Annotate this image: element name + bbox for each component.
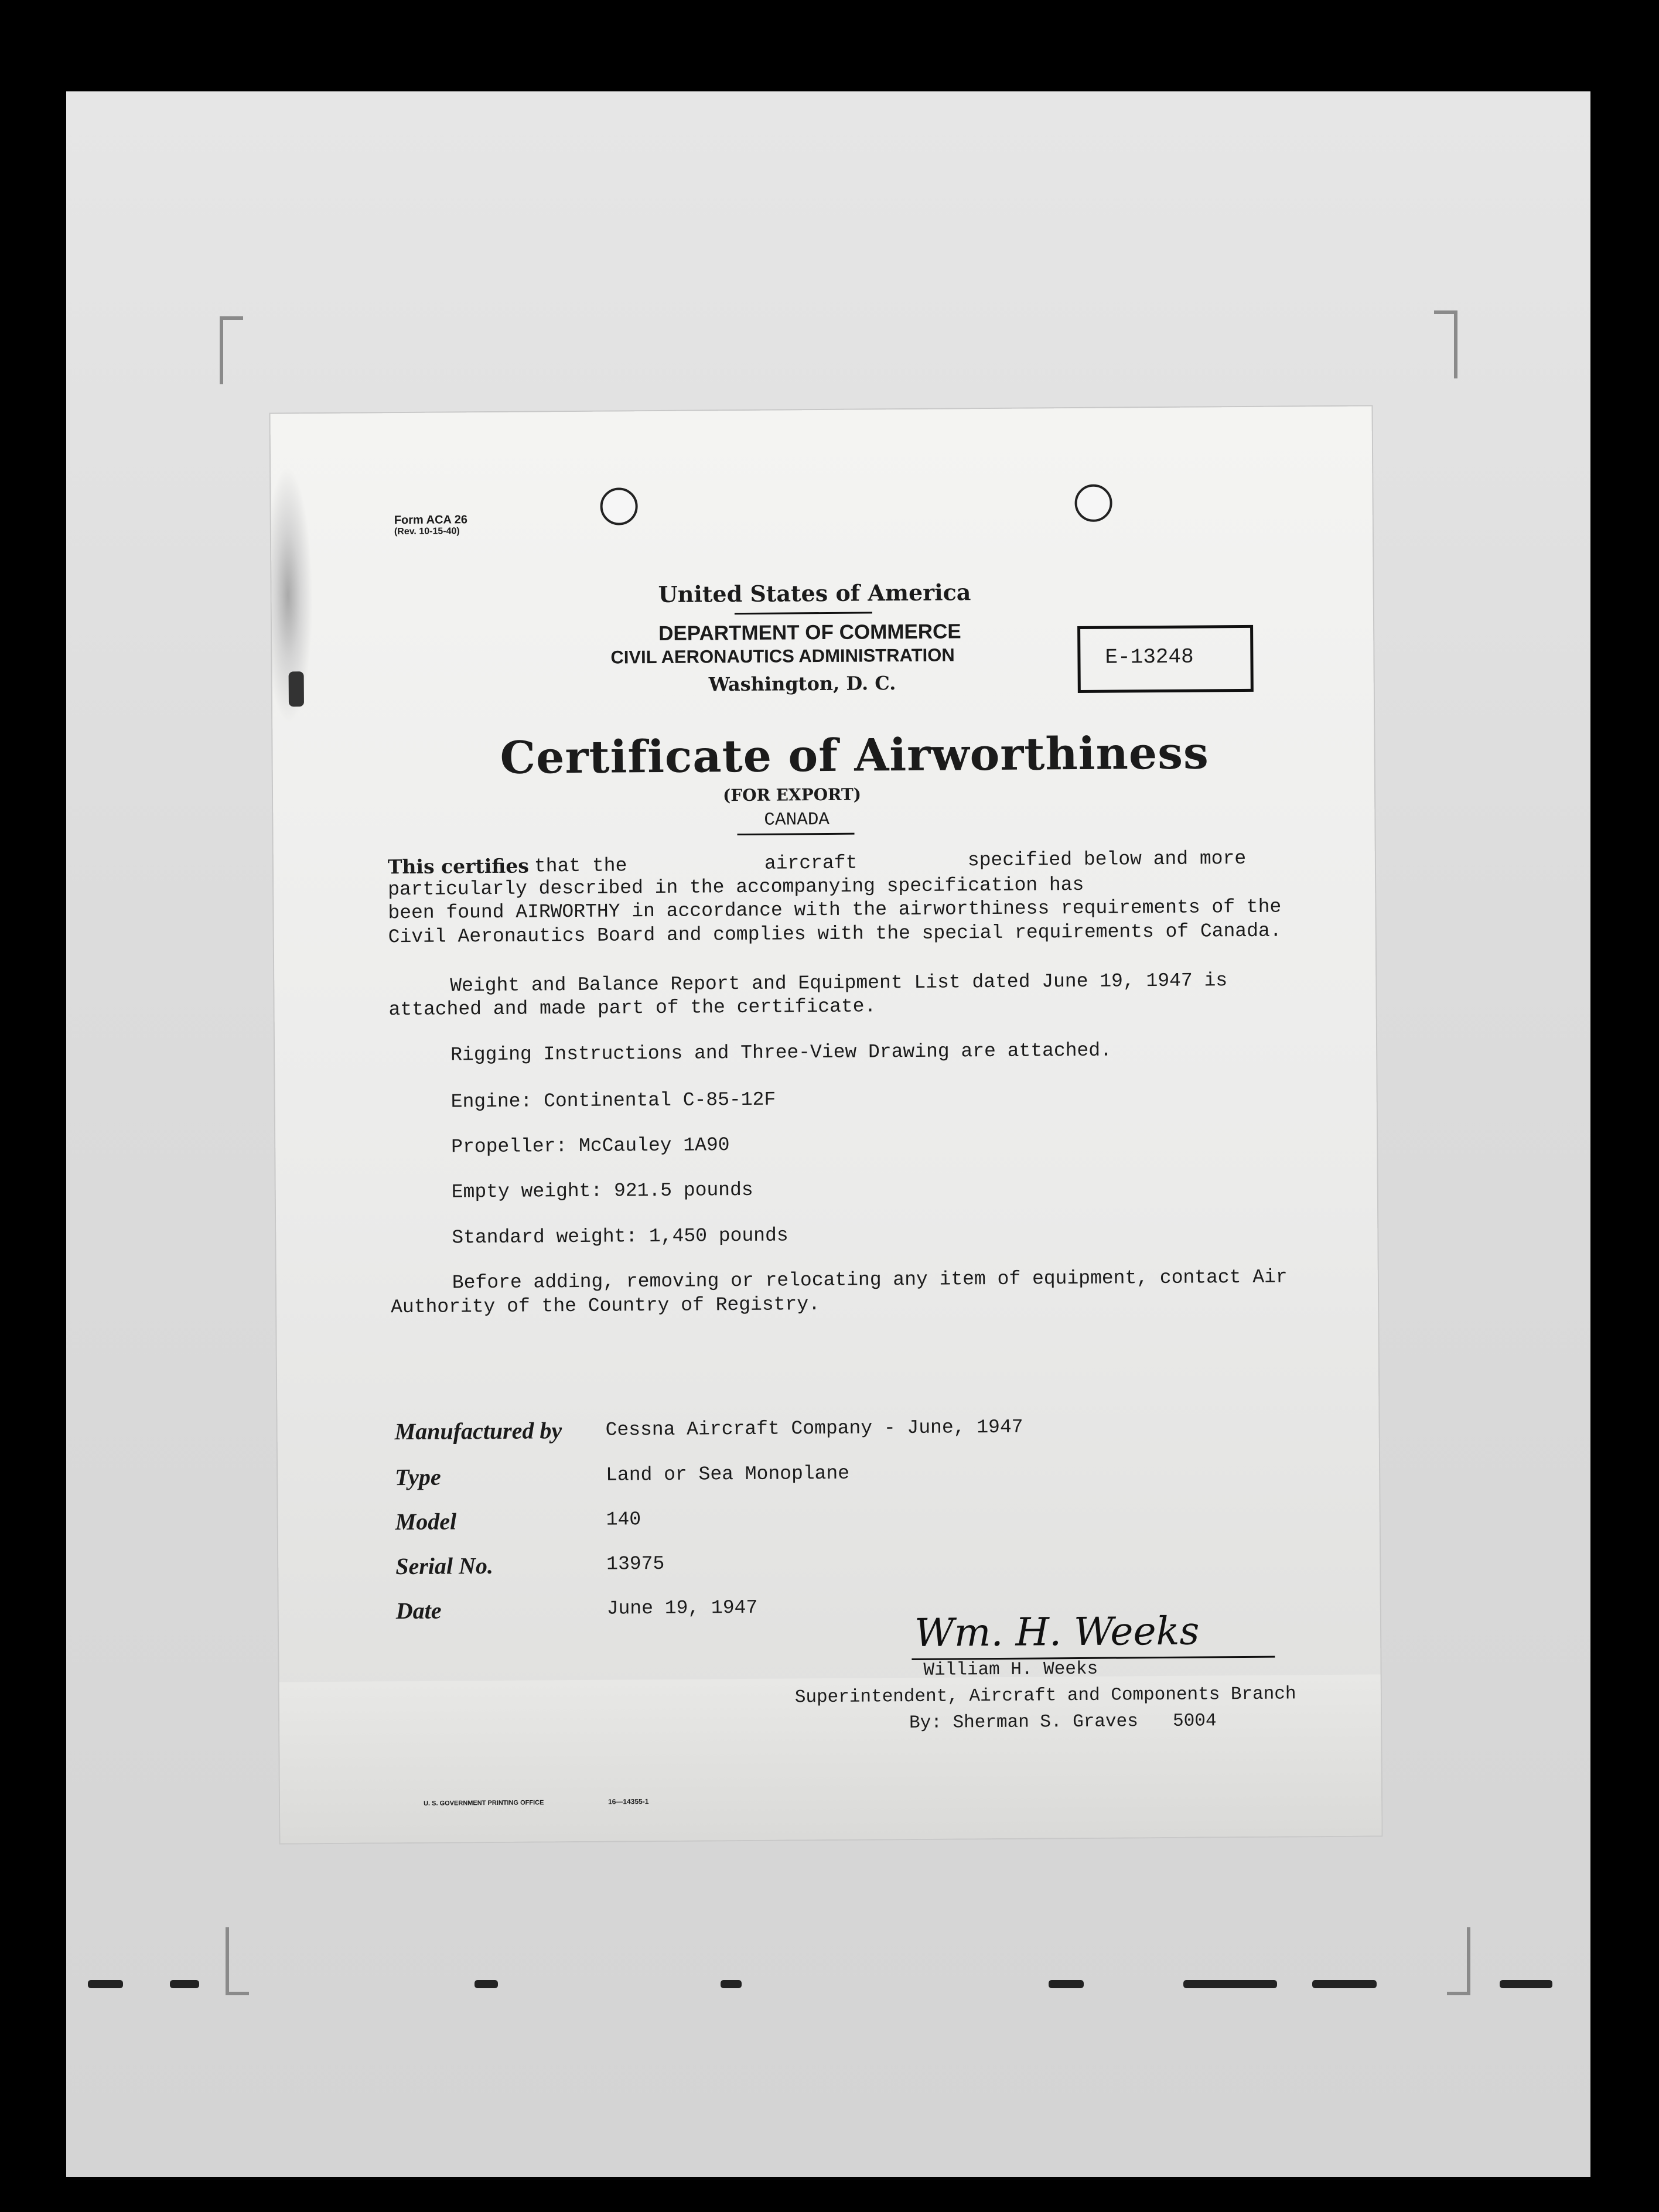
standard-weight-line: Standard weight: 1,450 pounds <box>452 1224 788 1249</box>
body-text: attached and made part of the certificate. <box>388 995 876 1021</box>
body-text: Rigging Instructions and Three-View Drawing are attached. <box>450 1039 1112 1066</box>
body-text: particularly described in the accompanying specification has <box>388 873 1084 901</box>
certificate-sheet <box>271 406 1382 1843</box>
header-administration: CIVIL AERONAUTICS ADMINISTRATION <box>610 644 955 668</box>
detail-label: Model <box>395 1508 457 1535</box>
header-country: United States of America <box>658 579 971 607</box>
tear-mark <box>289 671 304 706</box>
detail-label: Type <box>395 1463 441 1491</box>
printer-code: 16—14355-1 <box>608 1797 649 1806</box>
punch-hole <box>1074 484 1112 522</box>
printer-imprint: U. S. GOVERNMENT PRINTING OFFICE <box>424 1799 544 1807</box>
destination-rule <box>738 833 855 835</box>
header-city: Washington, D. C. <box>708 672 896 696</box>
detail-value: 13975 <box>606 1552 665 1575</box>
certificate-title: Certificate of Airworthiness <box>500 726 1210 784</box>
handwritten-signature: Wm. H. Weeks <box>914 1608 1200 1655</box>
body-text: aircraft <box>764 852 858 875</box>
detail-label: Date <box>395 1597 442 1624</box>
signer-title: Superintendent, Aircraft and Components Branch <box>794 1684 1296 1708</box>
detail-value: Cessna Aircraft Company - June, 1947 <box>605 1416 1023 1441</box>
crop-mark <box>1434 310 1457 378</box>
propeller-line: Propeller: McCauley 1A90 <box>451 1134 730 1158</box>
destination-country: CANADA <box>764 809 830 831</box>
signer-code: 5004 <box>1173 1711 1217 1732</box>
signer-by: By: Sherman S. Graves <box>909 1711 1138 1734</box>
engine-line: Engine: Continental C-85-12F <box>450 1088 776 1113</box>
body-lead: This certifies <box>387 854 530 879</box>
body-text: Civil Aeronautics Board and complies with the special requirements of Canada. <box>388 920 1282 948</box>
form-number: Form ACA 26 <box>394 513 468 527</box>
certificate-subtitle: (FOR EXPORT) <box>722 784 862 805</box>
body-text: that the <box>534 855 627 878</box>
certificate-number: E-13248 <box>1105 644 1194 670</box>
film-specks <box>82 1975 1570 1993</box>
body-text: specified below and more <box>967 847 1247 872</box>
detail-label: Manufactured by <box>394 1417 562 1445</box>
detail-value: 140 <box>606 1508 641 1531</box>
header-department: DEPARTMENT OF COMMERCE <box>658 620 961 645</box>
signer-name: William H. Weeks <box>923 1658 1098 1681</box>
detail-value: Land or Sea Monoplane <box>606 1462 850 1486</box>
detail-label: Serial No. <box>395 1552 494 1580</box>
crop-mark <box>220 316 243 384</box>
form-revision: (Rev. 10-15-40) <box>394 526 460 537</box>
empty-weight-line: Empty weight: 921.5 pounds <box>451 1179 753 1203</box>
header-rule <box>735 612 872 615</box>
body-text: Before adding, removing or relocating any item of equipment, contact Air <box>452 1266 1288 1294</box>
body-text: Weight and Balance Report and Equipment List dated June 19, 1947 is <box>450 970 1228 997</box>
punch-hole <box>600 487 637 525</box>
detail-value: June 19, 1947 <box>606 1596 758 1620</box>
body-text: Authority of the Country of Registry. <box>391 1293 821 1319</box>
body-text: been found AIRWORTHY in accordance with the airworthiness requirements of the <box>388 896 1282 924</box>
